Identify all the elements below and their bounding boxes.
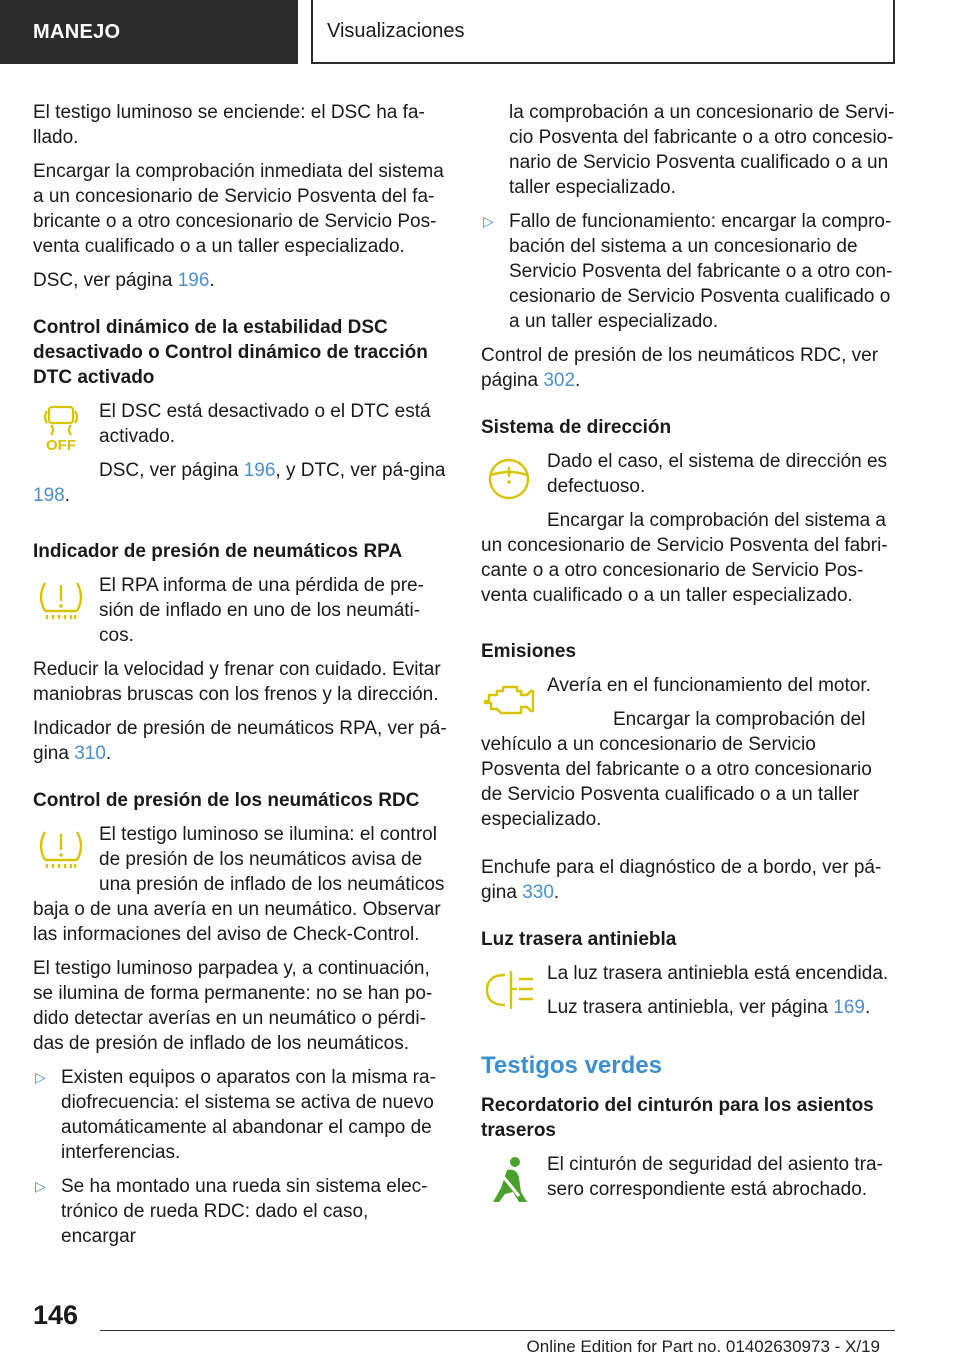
page-link[interactable]: 310 xyxy=(74,743,106,764)
paragraph: El cinturón de seguridad del asiento tra-sero correspondiente está abrochado. xyxy=(547,1154,883,1200)
page-link[interactable]: 196 xyxy=(177,270,210,291)
page-link[interactable]: 198 xyxy=(33,485,65,506)
paragraph: Encargar la comprobación del vehículo a un concesionario de Servicio Posventa del fabricante o a otro concesionario de Servicio Posventa cualificado o a un taller especializado. xyxy=(481,709,872,830)
dsc-off-icon xyxy=(33,403,89,453)
tire-pressure-icon xyxy=(33,826,89,876)
list-item: ▷ Existen equipos o aparatos con la misma ra-diofrecuencia: el sistema se activa de nuevo automáticamente al abandonar el campo de interferencias. xyxy=(35,1067,436,1163)
reference: Control de presión de los neumáticos RDC, ver página 302. xyxy=(481,345,879,391)
paragraph: El DSC está desactivado o el DTC está activado. xyxy=(99,401,431,447)
paragraph: Dado el caso, el sistema de dirección es defectuoso. xyxy=(547,451,888,497)
left-column xyxy=(33,100,448,1258)
page-title: Visualizaciones xyxy=(311,0,895,64)
page-link[interactable]: 330 xyxy=(522,882,554,903)
paragraph: Encargar la comprobación del sistema a un concesionario de Servicio Posventa del fabri-cante o a otro concesionario de Servicio Pos-venta cualificado o a un taller especializado. xyxy=(481,510,888,606)
page-link[interactable]: 169 xyxy=(833,997,865,1018)
tire-pressure-icon xyxy=(33,577,89,627)
section-tab: MANEJO xyxy=(0,0,298,64)
triangle-bullet-icon: ▷ xyxy=(483,213,494,229)
section-heading: Sistema de dirección xyxy=(481,417,672,438)
seatbelt-icon xyxy=(481,1156,537,1206)
svg-text:OFF: OFF xyxy=(46,437,76,453)
triangle-bullet-icon: ▷ xyxy=(35,1178,46,1194)
reference: DSC, ver página 196. xyxy=(33,270,215,291)
reference: Indicador de presión de neumáticos RPA, ver pá-gina 310. xyxy=(33,718,447,764)
paragraph: Avería en el funcionamiento del motor. xyxy=(547,675,871,696)
steering-warning-icon xyxy=(481,453,537,503)
section-heading-major: Testigos verdes xyxy=(481,1052,662,1079)
rear-fog-light-icon xyxy=(481,965,537,1015)
footer-edition: Online Edition for Part no. 01402630973 - X/19 xyxy=(526,1337,880,1356)
paragraph: la comprobación a un concesionario de Servi-cio Posventa del fabricante o a otro concesio-nario de Servicio Posventa cualificado o a un taller especializado. xyxy=(509,102,895,198)
paragraph: La luz trasera antiniebla está encendida. xyxy=(547,963,889,984)
paragraph: Encargar la comprobación inmediata del sistema a un concesionario de Servicio Posventa del fa-bricante o a otro concesionario de Servicio Pos-venta cualificado o a un taller especializado. xyxy=(33,161,444,257)
paragraph: El testigo luminoso se enciende: el DSC ha fa-llado. xyxy=(33,102,425,148)
section-heading: Indicador de presión de neumáticos RPA xyxy=(33,541,403,562)
list-item: ▷ Se ha montado una rueda sin sistema elec-trónico de rueda RDC: dado el caso, encargar xyxy=(35,1176,428,1247)
section-heading: Control dinámico de la estabilidad DSC desactivado o Control dinámico de tracción DTC activado xyxy=(33,317,428,388)
page-number: 146 xyxy=(33,1300,79,1330)
reference: Luz trasera antiniebla, ver página 169. xyxy=(547,997,871,1018)
reference: Enchufe para el diagnóstico de a bordo, ver pá-gina 330. xyxy=(481,857,882,903)
page-link[interactable]: 302 xyxy=(543,370,576,391)
engine-icon xyxy=(481,677,537,727)
footer-divider xyxy=(100,1330,895,1331)
paragraph: El testigo luminoso se ilumina: el control de presión de los neumáticos avisa de una presión de inflado de los neumáticos baja o de una avería en un neumático. Observar las informaciones del aviso de Check-Control. xyxy=(33,824,445,945)
section-heading: Luz trasera antiniebla xyxy=(481,929,677,950)
section-heading: Recordatorio del cinturón para los asientos traseros xyxy=(481,1095,874,1141)
list-item: ▷ Fallo de funcionamiento: encargar la compro-bación del sistema a un concesionario de Servicio Posventa del fabricante o a otro con-cesionario de Servicio Posventa cualificado o a un taller especializado. xyxy=(483,211,893,332)
reference: DSC, ver página 196, y DTC, ver pá-gina 198. xyxy=(33,460,446,506)
paragraph: El RPA informa de una pérdida de pre-sión de inflado en uno de los neumáti-cos. xyxy=(99,575,424,646)
paragraph: El testigo luminoso parpadea y, a continuación, se ilumina de forma permanente: no se han po-dido detectar averías en un neumático o pérdi-das de presión de inflado de los neumáticos. xyxy=(33,958,433,1054)
section-heading: Emisiones xyxy=(481,641,577,662)
section-heading: Control de presión de los neumáticos RDC xyxy=(33,790,420,811)
page-link[interactable]: 196 xyxy=(243,460,276,481)
triangle-bullet-icon: ▷ xyxy=(35,1069,46,1085)
paragraph: Reducir la velocidad y frenar con cuidado. Evitar maniobras bruscas con los frenos y la dirección. xyxy=(33,659,441,705)
right-column xyxy=(481,100,896,1211)
